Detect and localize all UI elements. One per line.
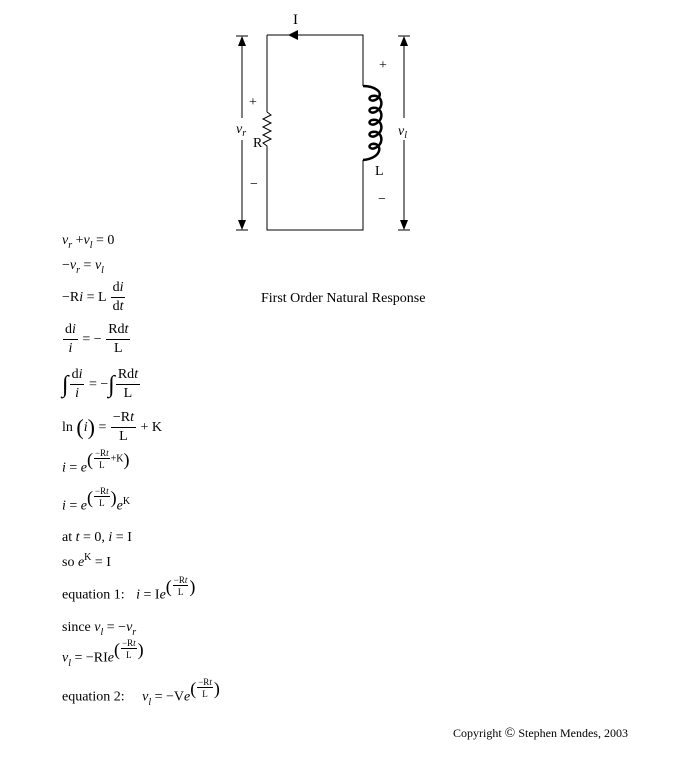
copyright-icon: © [504, 726, 516, 741]
vr-label: $v_r$ [236, 122, 247, 139]
vl-plus-sign: + [379, 58, 387, 73]
vl-minus-sign: − [378, 192, 386, 207]
equation-line-2: $-v_r = v_l$ [62, 258, 104, 276]
resistor-icon [263, 112, 271, 150]
equation-line-6: ln (i) = $\frac{-Rt}{L}$ + K [62, 410, 162, 445]
current-label: I [293, 12, 298, 28]
inductor-label: L [375, 164, 384, 179]
current-arrow-icon [288, 30, 298, 40]
equation-line-13: $v_l = -RIe$( $\frac{-Rt}{L}$ ) [62, 638, 144, 669]
resistor-label: R [253, 136, 263, 151]
inductor-coil-icon [363, 86, 381, 160]
equation-line-4: $\frac{di}{i}$ = − $\frac{\text{Rdt}}{L}$ [65, 322, 129, 357]
vr-plus-sign: + [249, 95, 257, 110]
equation-line-1: $v_r +v_l = 0$ [62, 233, 115, 251]
equation-line-9: at t = 0, i = I [62, 530, 132, 545]
equation-line-5: ∫ $\frac{di}{i}$ = −∫ $\frac{\text{Rdt}}{L}$ [62, 367, 139, 402]
equation-line-3: −Ri = L $\frac{di}{dt}$ [62, 280, 124, 315]
loop-wire-left [267, 35, 363, 230]
equation-line-12: since $v_l = -v_r$ [62, 620, 137, 638]
equation-line-7: i = e( $\frac{-Rt}{L}$ +K) [62, 448, 130, 476]
equation-line-8: i = e( $\frac{-Rt}{L}$ )$e^K$ [62, 486, 131, 514]
equation-1: equation 1: i = Ie( $\frac{-Rt}{L}$ ) [62, 575, 196, 603]
vl-label: $v_l$ [398, 124, 407, 141]
equation-line-10: so $e^K = I$ [62, 552, 111, 570]
vr-minus-sign: − [250, 177, 258, 192]
copyright-notice: Copyright © Stephen Mendes, 2003 [453, 726, 628, 741]
page-title: First Order Natural Response [261, 291, 426, 306]
equation-2: equation 2: $v_l = -Ve$( $\frac{-Rt}{L}$ ) [62, 677, 220, 708]
